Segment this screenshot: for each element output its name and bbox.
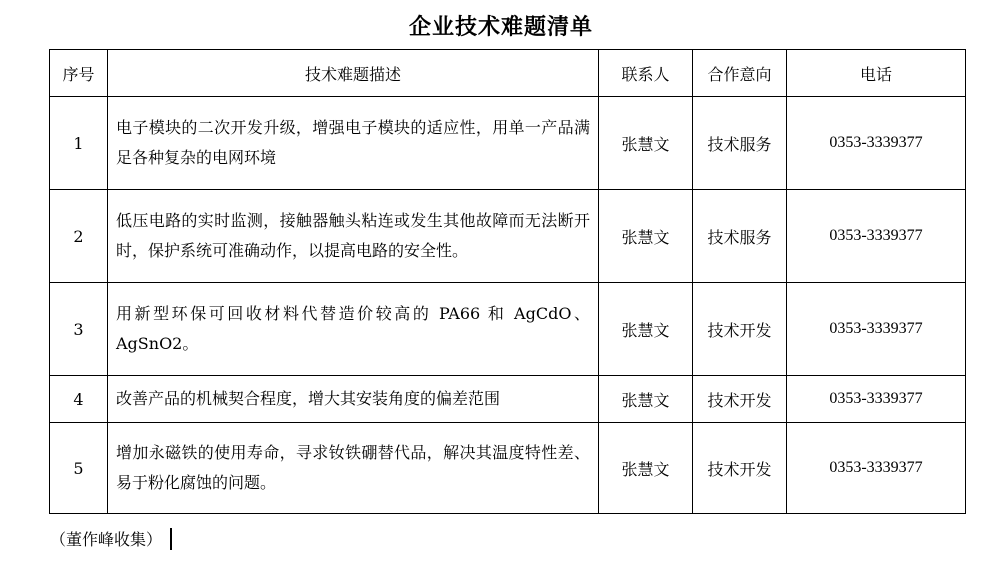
row-description: 用新型环保可回收材料代替造价较高的 PA66 和 AgCdO、AgSnO2。 xyxy=(108,283,599,376)
row-intent: 技术开发 xyxy=(693,283,787,376)
table-header-row xyxy=(50,50,966,97)
table-row xyxy=(50,376,966,423)
row-number: 2 xyxy=(50,190,108,283)
footer-note xyxy=(50,527,172,550)
row-intent: 技术开发 xyxy=(693,423,787,514)
row-contact: 张慧文 xyxy=(599,283,693,376)
row-description: 改善产品的机械契合程度，增大其安装角度的偏差范围 xyxy=(108,376,599,423)
tech-problem-table xyxy=(49,49,966,514)
header-description: 技术难题描述 xyxy=(108,50,599,97)
row-number: 5 xyxy=(50,423,108,514)
header-contact: 联系人 xyxy=(599,50,693,97)
row-phone: 0353-3339377 xyxy=(787,283,966,376)
row-number: 1 xyxy=(50,97,108,190)
row-description: 电子模块的二次开发升级，增强电子模块的适应性，用单一产品满足各种复杂的电网环境 xyxy=(108,97,599,190)
row-contact: 张慧文 xyxy=(599,376,693,423)
table-row xyxy=(50,283,966,376)
row-intent: 技术开发 xyxy=(693,376,787,423)
header-intent: 合作意向 xyxy=(693,50,787,97)
table-row xyxy=(50,190,966,283)
row-phone: 0353-3339377 xyxy=(787,423,966,514)
row-intent: 技术服务 xyxy=(693,97,787,190)
row-contact: 张慧文 xyxy=(599,423,693,514)
row-description: 低压电路的实时监测，接触器触头粘连或发生其他故障而无法断开时，保护系统可准确动作，以提高电路的安全性。 xyxy=(108,190,599,283)
row-phone: 0353-3339377 xyxy=(787,97,966,190)
table-row xyxy=(50,97,966,190)
row-contact: 张慧文 xyxy=(599,190,693,283)
row-phone: 0353-3339377 xyxy=(787,190,966,283)
row-intent: 技术服务 xyxy=(693,190,787,283)
row-number: 4 xyxy=(50,376,108,423)
row-contact: 张慧文 xyxy=(599,97,693,190)
table-row xyxy=(50,423,966,514)
row-phone: 0353-3339377 xyxy=(787,376,966,423)
text-cursor xyxy=(170,528,172,550)
row-description: 增加永磁铁的使用寿命，寻求钕铁硼替代品，解决其温度特性差、易于粉化腐蚀的问题。 xyxy=(108,423,599,514)
header-no: 序号 xyxy=(50,50,108,97)
header-phone: 电话 xyxy=(787,50,966,97)
document-title: 企业技术难题清单 xyxy=(408,14,593,40)
row-number: 3 xyxy=(50,283,108,376)
collector-note: （董作峰收集） xyxy=(50,530,163,549)
